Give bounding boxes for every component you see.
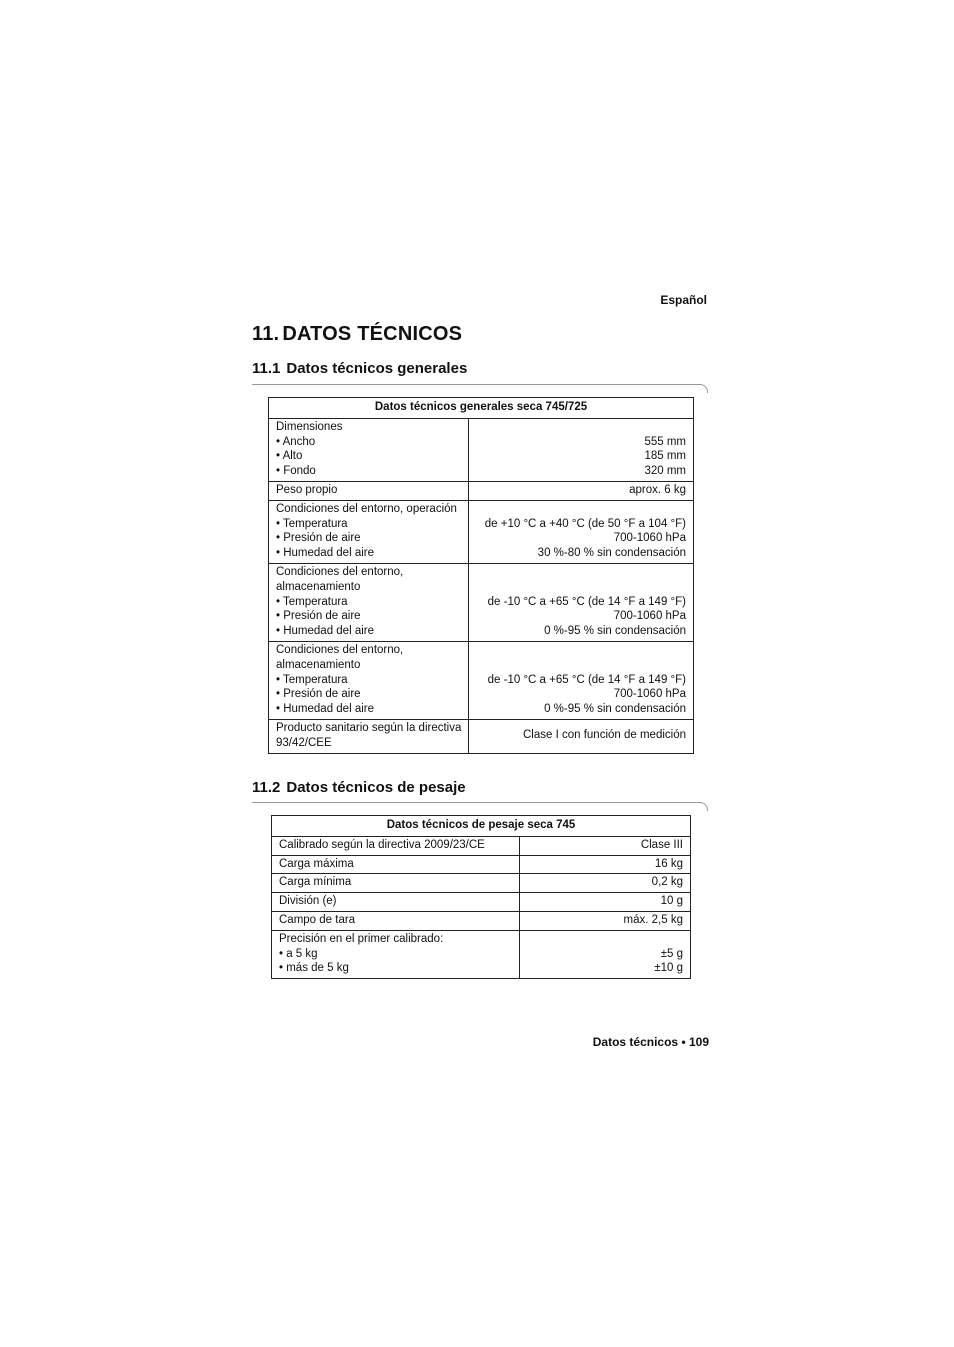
section-title-text: Datos técnicos generales [286,360,468,377]
section-number: 11.2 [252,779,281,796]
table-header-row [269,398,694,419]
spec-value: 555 mm [644,435,686,448]
spec-label-cell [272,874,520,893]
section-title-weighing [252,779,466,796]
chapter-title [252,323,462,346]
spec-label: Peso propio [276,483,338,496]
table-row [269,563,694,641]
spec-label-cell [272,893,520,912]
table-row [269,719,694,753]
general-specs-table [268,397,694,754]
spec-label: • Alto [276,450,303,463]
section-rule-tail [699,802,708,811]
spec-value: ±10 g [654,962,683,975]
spec-value: aprox. 6 kg [629,483,686,496]
spec-label: Campo de tara [279,913,356,926]
section-rule-tail [699,384,708,393]
spec-value: 700-1060 hPa [613,532,686,545]
chapter-title-text: DATOS TÉCNICOS [282,323,463,345]
spec-value: 16 kg [654,857,683,870]
table-row [272,911,691,930]
table-row [269,418,694,481]
spec-label-cell [269,418,469,481]
spec-value: de -10 °C a +65 °C (de 14 °F a 149 °F) [487,595,686,608]
spec-value: de +10 °C a +40 °C (de 50 °F a 104 °F) [484,517,686,530]
table-row [272,855,691,874]
table-row [272,874,691,893]
spec-value-cell [469,641,694,719]
spec-label: Condiciones del entorno, operación [276,502,457,515]
spec-value-cell [520,911,691,930]
spec-value-cell [520,930,691,978]
spec-label-cell [272,930,520,978]
spec-label: • Humedad del aire [276,703,374,716]
spec-value: 320 mm [644,465,686,478]
spec-value: de -10 °C a +65 °C (de 14 °F a 149 °F) [487,673,686,686]
spec-label-cell [272,855,520,874]
table-row [272,836,691,855]
spec-value: 185 mm [644,450,686,463]
spec-value-cell [520,836,691,855]
spec-label: • Presión de aire [276,532,361,545]
chapter-number: 11. [252,323,280,345]
spec-value: Clase III [640,838,683,851]
spec-label: Carga máxima [279,857,354,870]
spec-value-cell [469,500,694,563]
table-row [272,930,691,978]
table-header: Datos técnicos generales seca 745/725 [269,398,694,419]
table-header: Datos técnicos de pesaje seca 745 [272,816,691,837]
general-specs-body [269,418,694,753]
spec-value-cell [469,418,694,481]
spec-label: Precisión en el primer calibrado: [279,932,444,945]
spec-label-cell [272,911,520,930]
spec-label: • Humedad del aire [276,625,374,638]
section-number: 11.1 [252,360,281,377]
spec-label: • Presión de aire [276,688,361,701]
weighing-specs-body [272,836,691,978]
spec-label: Producto sanitario según la directiva [276,721,462,734]
table-row [269,641,694,719]
spec-value: máx. 2,5 kg [623,913,683,926]
section-rule [252,384,702,385]
weighing-specs-table [271,815,691,979]
spec-label: Condiciones del entorno, [276,565,404,578]
spec-label: • Fondo [276,465,316,478]
spec-label: almacenamiento [276,580,361,593]
spec-label: Carga mínima [279,876,352,889]
spec-value: ±5 g [660,947,683,960]
spec-label-cell [269,481,469,500]
table-row [269,500,694,563]
spec-value: 0 %-95 % sin condensación [544,625,686,638]
spec-label: • Temperatura [276,673,348,686]
table-header-row [272,816,691,837]
section-title-text: Datos técnicos de pesaje [286,779,466,796]
section-rule [252,802,702,803]
spec-label: almacenamiento [276,658,361,671]
spec-value: Clase I con función de medición [522,729,686,742]
spec-label: • Ancho [276,435,316,448]
spec-label-cell [269,500,469,563]
spec-value: 700-1060 hPa [613,688,686,701]
spec-label: División (e) [279,895,337,908]
spec-value: 30 %-80 % sin condensación [537,547,686,560]
spec-value: 700-1060 hPa [613,610,686,623]
spec-label-cell [269,719,469,753]
spec-label: Dimensiones [276,420,343,433]
spec-value: 0 %-95 % sin condensación [544,703,686,716]
spec-label-cell [272,836,520,855]
spec-label: • Presión de aire [276,610,361,623]
spec-label: Calibrado según la directiva 2009/23/CE [279,838,485,851]
spec-value-cell [469,563,694,641]
spec-label-cell [269,563,469,641]
spec-label: 93/42/CEE [276,736,332,749]
table-row [269,481,694,500]
spec-value: 10 g [660,895,683,908]
spec-label: • Temperatura [276,595,348,608]
spec-label-cell [269,641,469,719]
spec-label: Condiciones del entorno, [276,643,404,656]
spec-value-cell [520,874,691,893]
spec-label: • Temperatura [276,517,348,530]
language-label: Español [660,293,707,307]
spec-value-cell [520,893,691,912]
spec-value: 0,2 kg [651,876,683,889]
table-row [272,893,691,912]
spec-label: • más de 5 kg [279,962,349,975]
page-footer: Datos técnicos • 109 [592,1035,709,1049]
spec-value-cell [520,855,691,874]
spec-label: • Humedad del aire [276,547,374,560]
spec-value-cell [469,719,694,753]
section-title-general [252,360,467,377]
spec-value-cell [469,481,694,500]
spec-label: • a 5 kg [279,947,318,960]
